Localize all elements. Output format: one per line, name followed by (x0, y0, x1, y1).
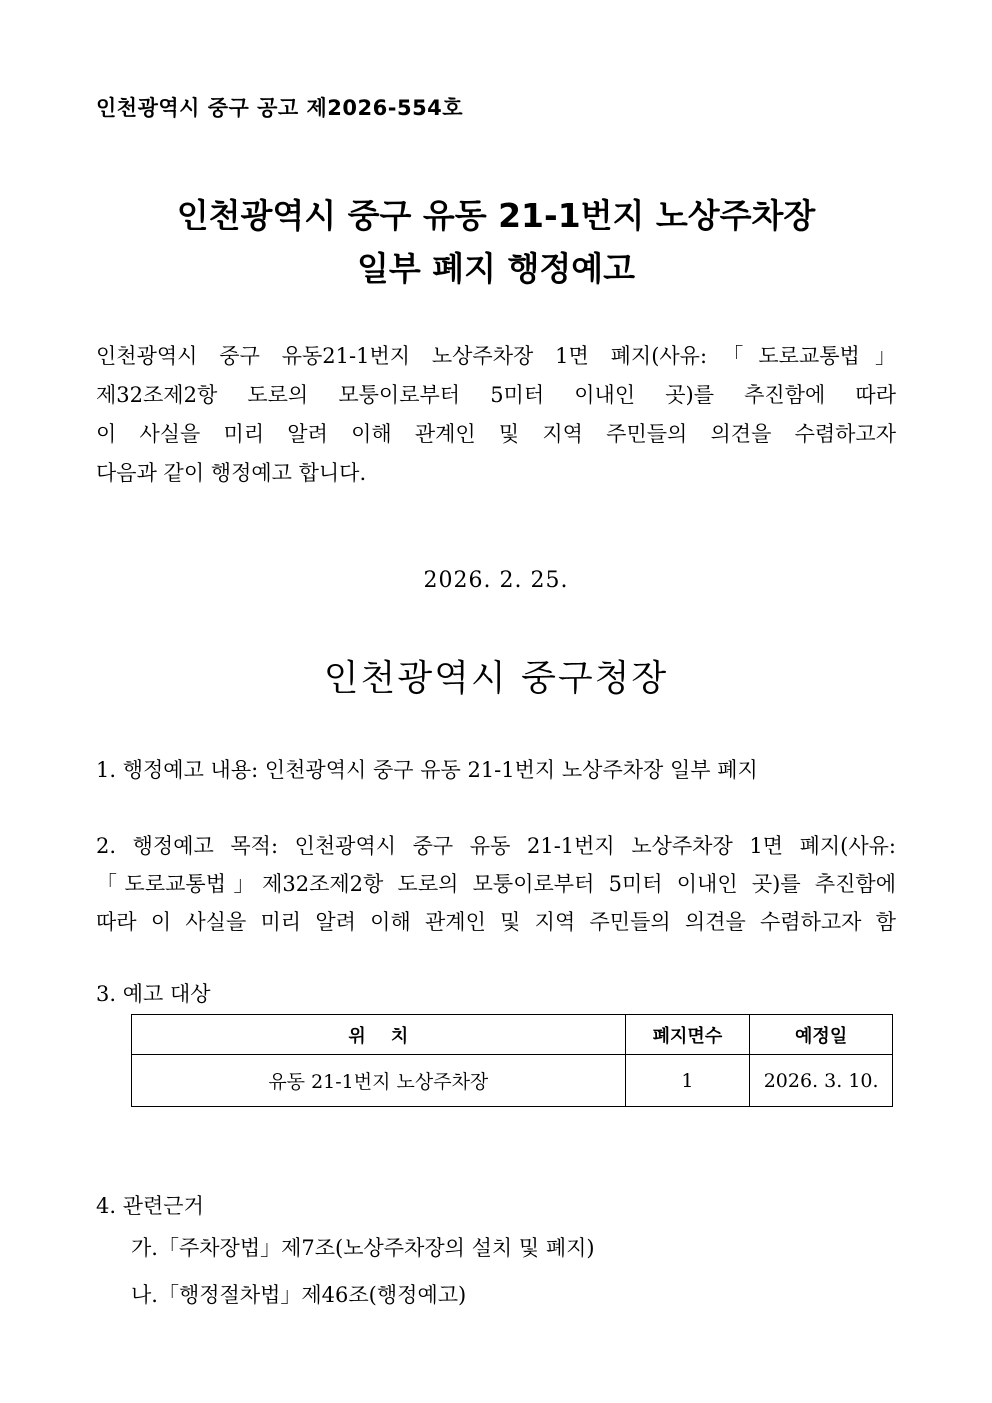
section-4-heading (96, 1187, 896, 1225)
legal-basis-item: 가.「주차장법」제7조(노상주차장의 설치 및 폐지) (131, 1236, 595, 1260)
intro-paragraph (96, 337, 896, 493)
intro-line: 인천광역시 중구 유동21-1번지 노상주차장 1면 폐지(사유:「도로교통법」 (96, 344, 896, 368)
document-title-line1: 인천광역시 중구 유동 21-1번지 노상주차장 (176, 196, 816, 235)
table-header-row (132, 1015, 893, 1055)
cell-location: 유동 21-1번지 노상주차장 (132, 1055, 626, 1107)
target-table (131, 1014, 893, 1107)
legal-basis-item: 나.「행정절차법」제46조(행정예고) (131, 1283, 467, 1307)
cell-date: 2026. 3. 10. (750, 1055, 893, 1107)
column-header-date: 예정일 (750, 1015, 893, 1055)
intro-line: 제32조제2항 도로의 모퉁이로부터 5미터 이내인 곳)를 추진함에 따라 (96, 383, 896, 407)
section-2-line: 따라 이 사실을 미리 알려 이해 관계인 및 지역 주민들의 의견을 수렴하고자 함 (96, 910, 896, 934)
document-title-line2: 일부 폐지 행정예고 (356, 249, 635, 288)
column-header-location: 위 치 (132, 1015, 626, 1055)
section-1-text: 1. 행정예고 내용: 인천광역시 중구 유동 21-1번지 노상주차장 일부 폐지 (96, 758, 758, 782)
column-header-count: 폐지면수 (625, 1015, 750, 1055)
intro-line: 다음과 같이 행정예고 합니다. (96, 461, 367, 485)
notice-number: 인천광역시 중구 공고 제2026-554호 (96, 96, 464, 120)
section-1-content (96, 751, 896, 789)
section-3-text: 3. 예고 대상 (96, 982, 211, 1006)
notice-date: 2026. 2. 25. (423, 568, 569, 593)
intro-line: 이 사실을 미리 알려 이해 관계인 및 지역 주민들의 의견을 수렴하고자 (96, 422, 896, 446)
section-2-purpose (96, 827, 896, 941)
cell-count: 1 (625, 1055, 750, 1107)
section-2-line: 2. 행정예고 목적: 인천광역시 중구 유동 21-1번지 노상주차장 1면 폐지(사유: (96, 834, 896, 858)
section-4-text: 4. 관련근거 (96, 1194, 204, 1218)
issuer-name: 인천광역시 중구청장 (323, 658, 669, 699)
section-3-heading (96, 975, 896, 1013)
section-2-line: 「도로교통법」제32조제2항 도로의 모퉁이로부터 5미터 이내인 곳)를 추진함에 (96, 872, 896, 896)
table-row (132, 1055, 893, 1107)
